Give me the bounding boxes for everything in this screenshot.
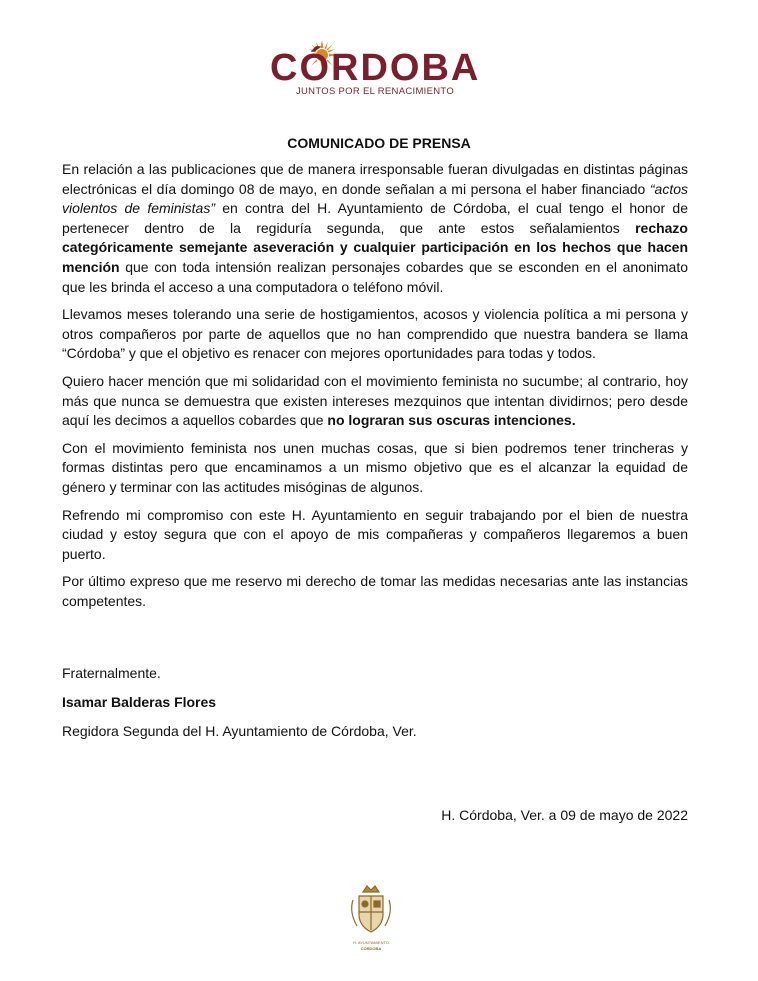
document-body <box>62 160 688 619</box>
signer-name: Isamar Balderas Flores <box>62 694 217 710</box>
paragraph-4: Con el movimiento feminista nos unen muchas cosas, que si bien podremos tener trincheras y formas distintas pero que encaminamos a un mismo objetivo que es el alcanzar la equidad de género y terminar con las actitudes misóginas de algunos. <box>62 439 688 495</box>
bold-statement: rechazo categóricamente semejante aseveración y cualquier participación en los hechos que hacen mención <box>62 219 688 275</box>
seal-label-1: H. AYUNTAMIENTO <box>352 940 389 945</box>
paragraph-6: Por último expreso que me reservo mi derecho de tomar las medidas necesarias ante las instancias competentes. <box>62 573 688 609</box>
place-and-date: H. Córdoba, Ver. a 09 de mayo de 2022 <box>441 807 688 823</box>
cordoba-logo <box>270 40 480 102</box>
ayuntamiento-seal <box>345 882 397 960</box>
coat-of-arms-icon <box>345 882 397 938</box>
paragraph-5: Refrendo mi compromiso con este H. Ayuntamiento en seguir trabajando por el bien de nuestra ciudad y estoy segura que con el apoyo de mis compañeras y compañeros llegaremos a buen puerto. <box>62 506 688 562</box>
logo-tagline: JUNTOS POR EL RENACIMIENTO <box>295 86 455 97</box>
document-title: COMUNICADO DE PRENSA <box>287 135 471 151</box>
closing-line: Fraternalmente. <box>62 665 161 681</box>
seal-label-2: CÓRDOBA <box>360 946 382 951</box>
bold-statement: no lograran sus oscuras intenciones. <box>327 412 576 429</box>
paragraph-1: En relación a las publicaciones que de manera irresponsable fueran divulgadas en distintas páginas electrónicas el día domingo 08 de mayo, en donde señalan a mi persona el haber financiado “actos violentos de feministas” en contra del H. Ayuntamiento de Córdoba, el cual tengo el honor de pertenecer dentro de la regiduría segunda, que ante estos señalamientos rechazo categóricamente semejante aseveración y cualquier participación en los hechos que hacen mención que con toda intensión realizan personajes cobardes que se esconden en el anonimato que les brinda el acceso a una computadora o teléfono móvil. <box>62 161 688 295</box>
italic-quote: “actos violentos de feministas” <box>62 180 688 217</box>
signer-role: Regidora Segunda del H. Ayuntamiento de Córdoba, Ver. <box>62 723 417 739</box>
logo-wordmark: CÓRDOBA <box>270 47 481 89</box>
paragraph-3: Quiero hacer mención que mi solidaridad con el movimiento feminista no sucumbe; al contrario, hoy más que nunca se demuestra que existen intereses mezquinos que intentan dividirnos; pero desde aquí les decimos a aquellos cobardes que no lograran sus oscuras intenciones. <box>62 372 688 429</box>
paragraph-2: Llevamos meses tolerando una serie de hostigamientos, acosos y violencia política a mi persona y otros compañeros por parte de aquellos que no han comprendido que nuestra bandera se llama “Córdoba” y que el objetivo es renacer con mejores oportunidades para todas y todos. <box>62 306 688 362</box>
